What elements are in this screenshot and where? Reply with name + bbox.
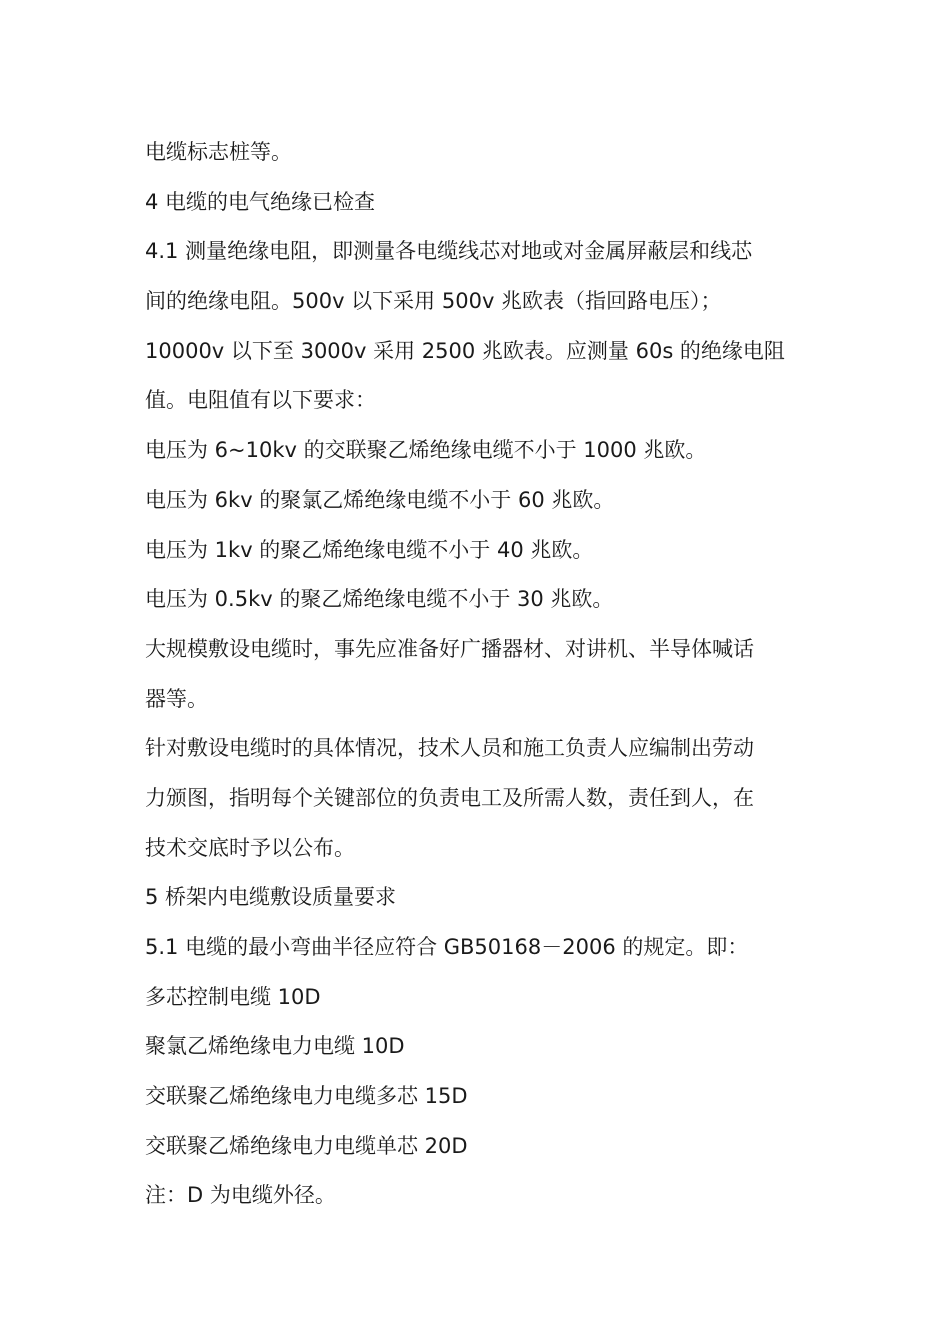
paragraph-staffing-line-1: 针对敷设电缆时的具体情况，技术人员和施工负责人应编制出劳动 [145,736,754,761]
bend-radius-pvc-power: 聚氯乙烯绝缘电力电缆 10D [145,1034,405,1059]
bend-radius-xlpe-multicore: 交联聚乙烯绝缘电力电缆多芯 15D [145,1084,468,1109]
requirement-1kv: 电压为 1kv 的聚乙烯绝缘电缆不小于 40 兆欧。 [145,537,594,562]
text-line-cable-markers: 电缆标志桩等。 [145,140,292,164]
paragraph-equipment-line-1: 大规模敷设电缆时，事先应准备好广播器材、对讲机、半导体喊话 [145,636,754,661]
requirement-6-10kv: 电压为 6~10kv 的交联聚乙烯绝缘电缆不小于 1000 兆欧。 [145,438,707,463]
requirement-6kv: 电压为 6kv 的聚氯乙烯绝缘电缆不小于 60 兆欧。 [145,487,615,512]
note-d-definition: 注：D 为电缆外径。 [145,1183,336,1208]
paragraph-staffing-line-2: 力颁图，指明每个关键部位的负责电工及所需人数，责任到人，在 [145,785,754,810]
bend-radius-xlpe-single-core: 交联聚乙烯绝缘电力电缆单芯 20D [145,1133,468,1158]
bend-radius-multicore-control: 多芯控制电缆 10D [145,984,321,1009]
requirement-0-5kv: 电压为 0.5kv 的聚乙烯绝缘电缆不小于 30 兆欧。 [145,587,614,612]
paragraph-4-1-line-4: 值。电阻值有以下要求： [145,388,376,413]
paragraph-5-1: 5.1 电缆的最小弯曲半径应符合 GB50168－2006 的规定。即： [145,935,749,959]
paragraph-4-1-line-1: 4.1 测量绝缘电阻，即测量各电缆线芯对地或对金属屏蔽层和线芯 [145,239,753,264]
paragraph-staffing-line-3: 技术交底时予以公布。 [145,835,355,860]
paragraph-4-1-line-2: 间的绝缘电阻。500v 以下采用 500v 兆欧表（指回路电压）； [145,289,722,314]
paragraph-4-1-line-3: 10000v 以下至 3000v 采用 2500 兆欧表。应测量 60s 的绝缘电阻 [145,338,785,363]
paragraph-equipment-line-2: 器等。 [145,686,208,711]
document-body [145,128,825,1221]
section-heading-4: 4 电缆的电气绝缘已检查 [145,189,376,214]
section-heading-5: 5 桥架内电缆敷设质量要求 [145,885,397,910]
